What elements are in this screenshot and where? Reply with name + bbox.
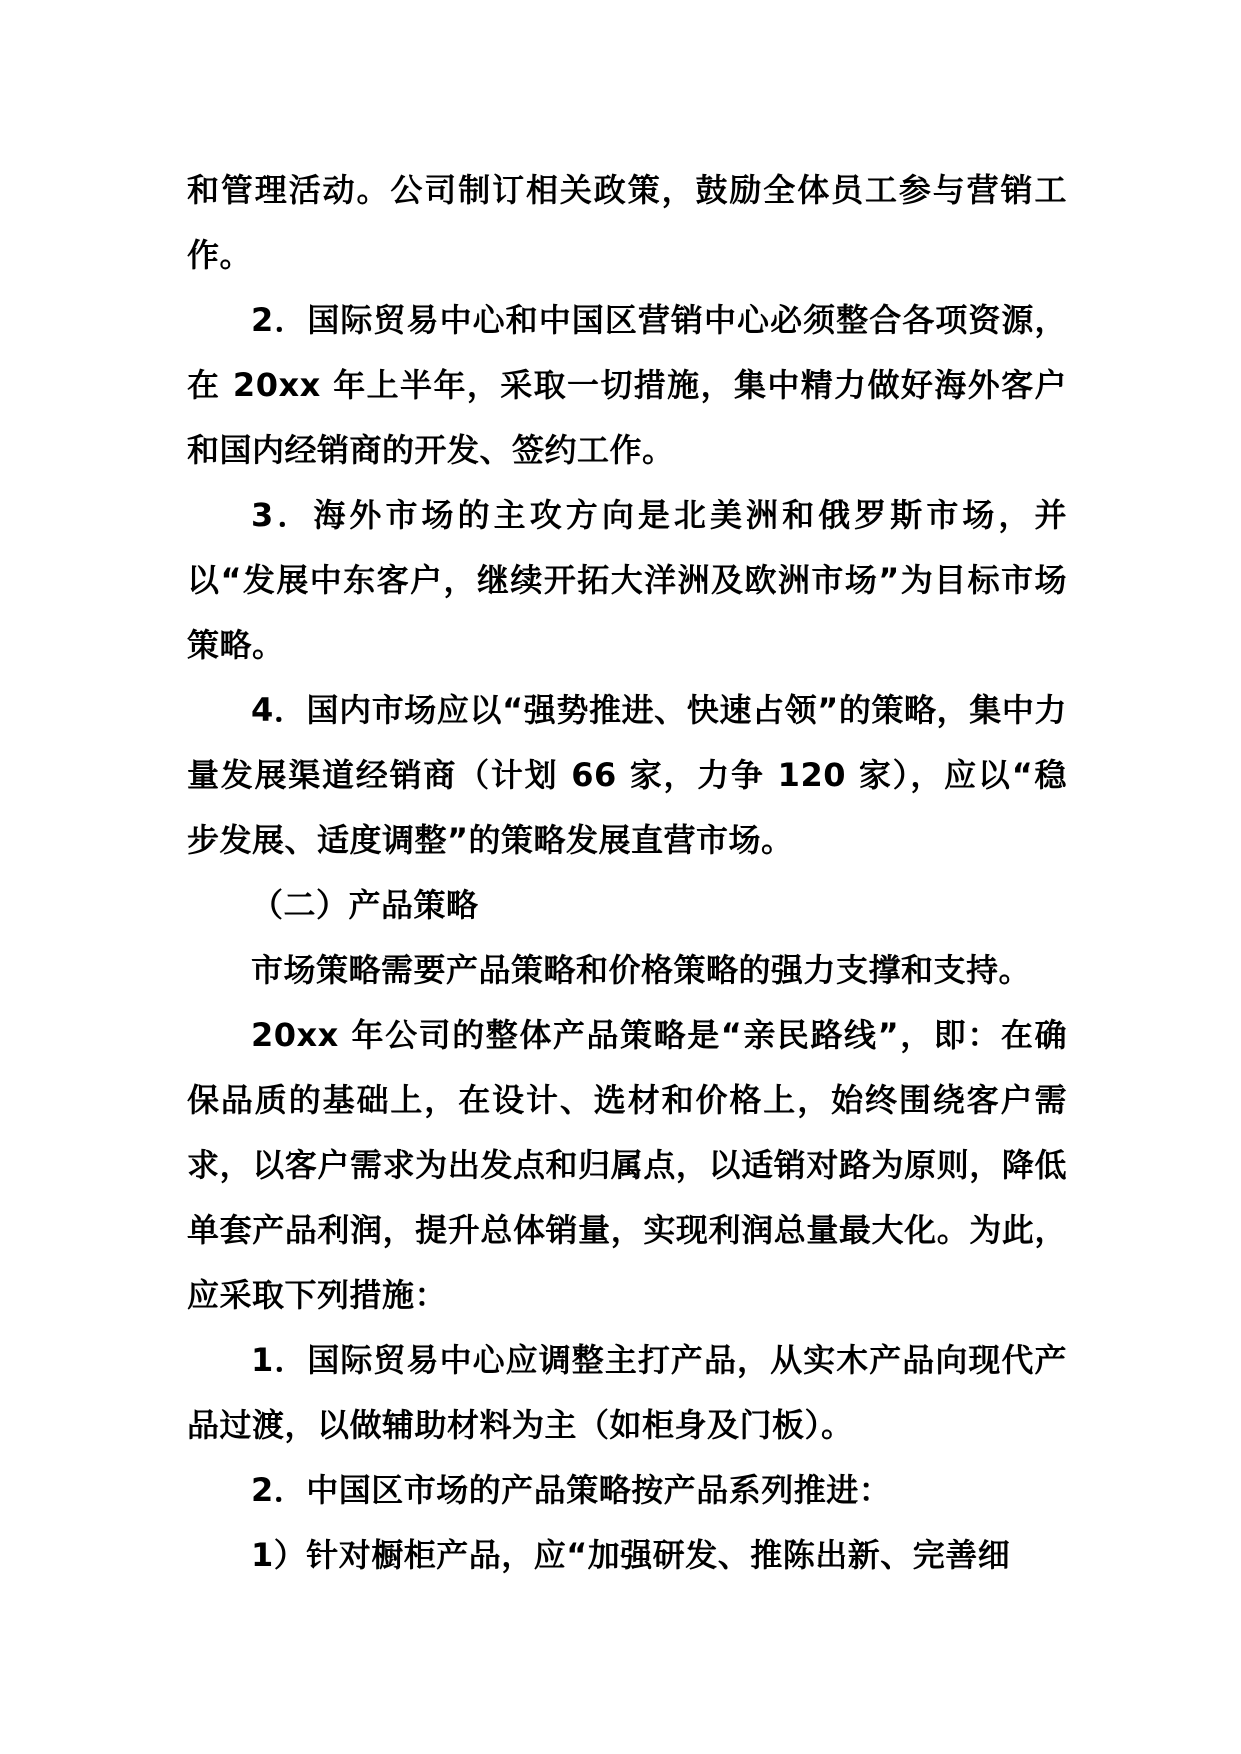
paragraph-continuation: 和管理活动。公司制订相关政策，鼓励全体员工参与营销工作。: [187, 171, 1067, 274]
section-heading-product-strategy: （二）产品策略: [251, 886, 479, 924]
paragraph-item-3-overseas-market: 3．海外市场的主攻方向是北美洲和俄罗斯市场，并以“发展中东客户，继续开拓大洋洲及欧洲市场”为目标市场策略。: [187, 496, 1067, 664]
paragraph-item-2-trade-center: 2．国际贸易中心和中国区营销中心必须整合各项资源，在 20xx 年上半年，采取一切措施，集中精力做好海外客户和国内经销商的开发、签约工作。: [187, 301, 1067, 469]
paragraph-measure-2-china-market: 2．中国区市场的产品策略按产品系列推进：: [251, 1471, 892, 1509]
paragraph-measure-1-trade-center: 1．国际贸易中心应调整主打产品，从实木产品向现代产品过渡，以做辅助材料为主（如柜身及门板）。: [187, 1341, 1067, 1444]
paragraph-overall-product-strategy: 20xx 年公司的整体产品策略是“亲民路线”，即：在确保品质的基础上，在设计、选材和价格上，始终围绕客户需求，以客户需求为出发点和归属点，以适销对路为原则，降低单套产品利润，提升总体销量，实现利润总量最大化。为此，应采取下列措施：: [187, 1016, 1067, 1314]
paragraph-strategy-support: 市场策略需要产品策略和价格策略的强力支撑和支持。: [251, 951, 1032, 989]
paragraph-sub-1-cabinet: 1）针对橱柜产品，应“加强研发、推陈出新、完善细: [251, 1536, 1011, 1574]
paragraph-item-4-domestic-market: 4．国内市场应以“强势推进、快速占领”的策略，集中力量发展渠道经销商（计划 66 家，力争 120 家），应以“稳步发展、适度调整”的策略发展直营市场。: [187, 691, 1067, 859]
document-body: [187, 158, 1067, 1588]
